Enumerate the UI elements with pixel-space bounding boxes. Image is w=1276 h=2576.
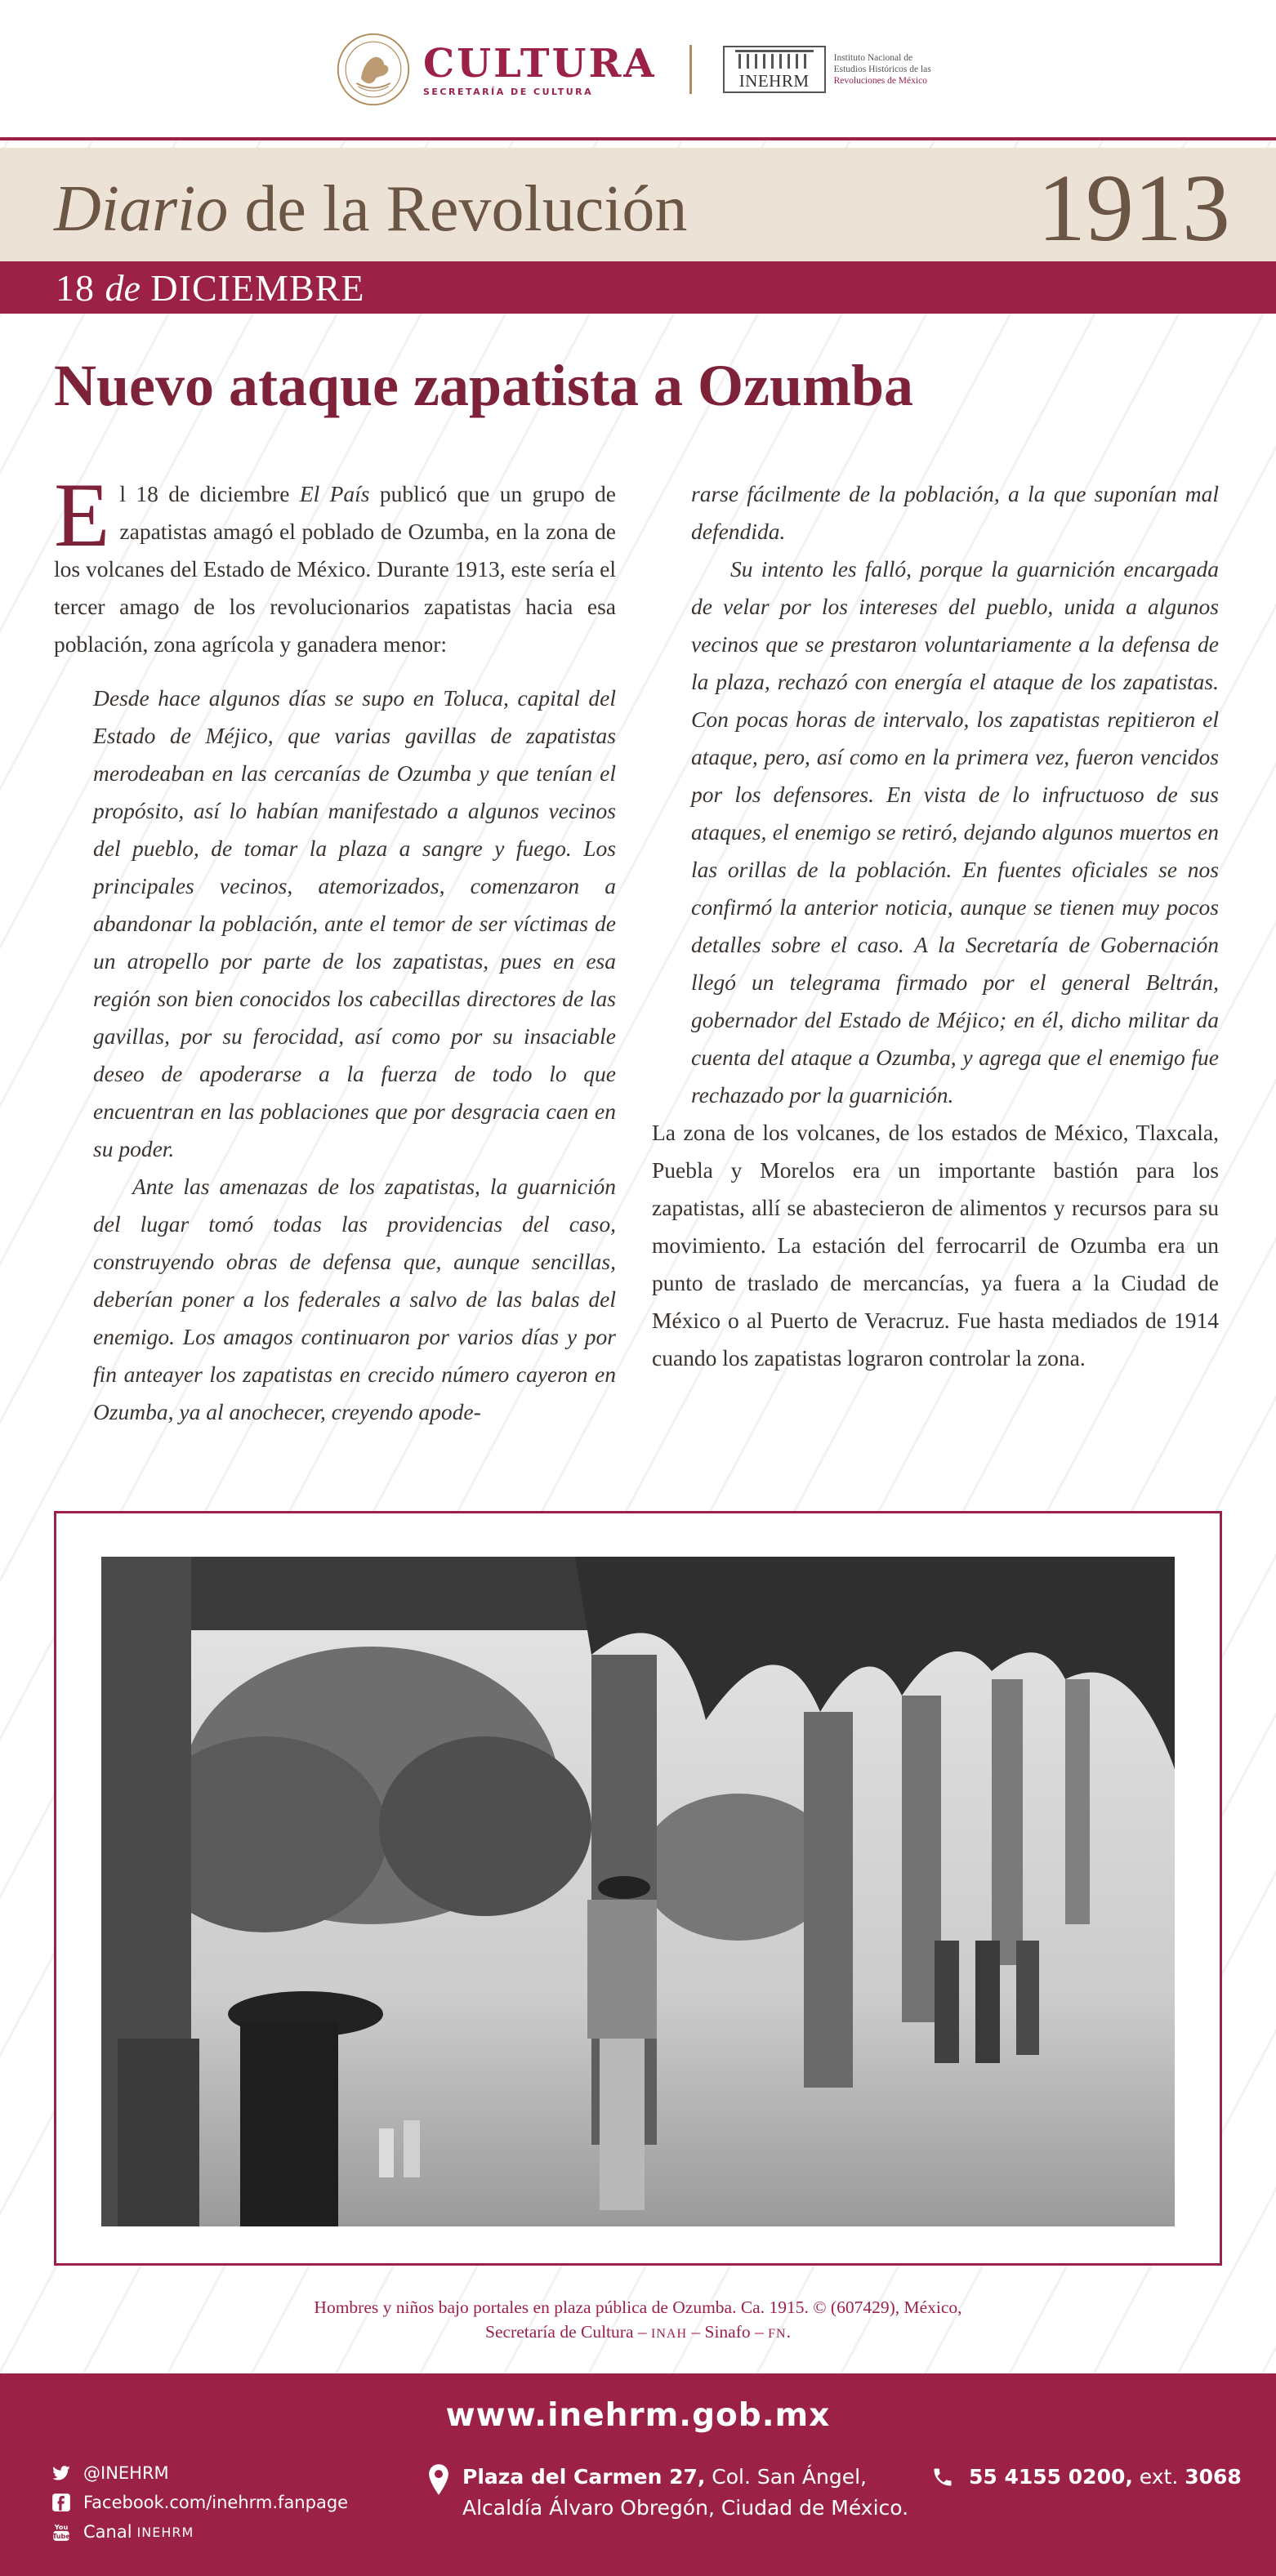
inehrm-line3: Revoluciones de México (833, 76, 927, 86)
facebook-link[interactable] (51, 2488, 348, 2517)
inehrm-box (723, 46, 826, 93)
twitter-icon (51, 2462, 72, 2484)
phone-text (969, 2462, 1242, 2493)
intro-source: El País (299, 481, 370, 506)
twitter-link[interactable] (51, 2458, 348, 2488)
caption-part-b: – Sinafo – (687, 2322, 769, 2342)
address-block (426, 2462, 908, 2524)
cultura-subtitle: SECRETARÍA DE CULTURA (423, 86, 594, 97)
quote-paragraph-2-continued: rarse fácilmente de la población, a la que suponían mal defendida. (691, 481, 1219, 544)
intro-part1: l 18 de diciembre (119, 481, 300, 506)
blockquote-right (652, 475, 1219, 1114)
twitter-handle: @INEHRM (83, 2463, 169, 2483)
date-text (56, 268, 364, 309)
inehrm-name: INEHRM (738, 71, 810, 91)
blockquote-left (54, 680, 616, 1431)
date-bar (0, 261, 1276, 314)
top-rule (0, 137, 1276, 140)
masthead-title-rest: de la Revolución (228, 173, 688, 245)
quote-paragraph-2: Ante las amenazas de los zapatistas, la guarnición del lugar tomó todas las providencias del caso, construyendo obras de defensa que, aunque sencillas, deberían poner a los federales a salvo de las balas del enemigo. Los amagos continuaron por varios días y por fin anteayer los zapatistas en crecido número cayeron en Ozumba, ya al anochecer, creyendo apode- (93, 1174, 616, 1424)
caption-fn: FN (768, 2327, 787, 2341)
caption-line-2 (0, 2320, 1276, 2346)
masthead-title (54, 172, 687, 246)
address-line-2: Alcaldía Álvaro Obregón, Ciudad de México. (462, 2496, 909, 2520)
phone-icon (931, 2464, 954, 2490)
logo-divider (689, 45, 692, 94)
article-column-left (54, 465, 616, 1431)
footer (0, 2373, 1276, 2576)
date-day: 18 (56, 267, 95, 309)
inehrm-logo (723, 46, 931, 93)
caption-inah: INAH (651, 2327, 687, 2341)
inehrm-description (834, 52, 931, 87)
caption-end: . (786, 2322, 791, 2342)
intro-part2: publicó que un grupo de zapatistas amagó el poblado de Ozumba, en la zona de los volcanes del Estado de México. Durante 1913, este sería el tercer amago de los revolucionarios zapatistas hacia esa población, zona agrícola y ganadera menor: (54, 481, 616, 657)
top-logo-bar (0, 0, 1276, 139)
masthead-band (0, 148, 1276, 261)
photo-frame (54, 1511, 1222, 2266)
cultura-logo (423, 42, 657, 97)
date-month: DICIEMBRE (150, 267, 365, 309)
youtube-icon (51, 2521, 72, 2543)
caption-part-a: Secretaría de Cultura – (485, 2322, 651, 2342)
quote-paragraph-1: Desde hace algunos días se supo en Toluca, capital del Estado de Méjico, que varias gavillas de zapatistas merodeaban en las cercanías de Ozumba y que tenían el propósito, así lo habían manifestado a algunos vecinos del pueblo, de tomar la plaza a sangre y fuego. Los principales vecinos, atemorizados, comenzaron a abandonar la población, ante el temor de ser víctimas de un atropello por parte de los zapatistas, pues en esa región son bien conocidos los cabecillas directores de las gavillas, por su ferocidad, así como por su insaciable deseo de apoderarse a la fuerza de todo lo que encuentran en las poblaciones que por desgracia caen en su poder. (93, 685, 616, 1161)
youtube-link[interactable] (51, 2517, 348, 2547)
photo-caption (0, 2295, 1276, 2346)
cultura-title: CULTURA (423, 40, 657, 87)
article-intro (54, 465, 616, 663)
phone-block[interactable] (931, 2462, 1242, 2493)
website-link[interactable]: www.inehrm.gob.mx (445, 2397, 831, 2434)
phone-ext-label: ext. (1132, 2465, 1185, 2489)
mexico-seal-icon (335, 31, 412, 108)
historical-photo (101, 1557, 1175, 2226)
phone-number: 55 4155 0200, (969, 2465, 1133, 2489)
youtube-label: Canal (83, 2522, 132, 2542)
phone-extension: 3068 (1185, 2465, 1242, 2489)
address-text (462, 2462, 908, 2524)
svg-text:Tube: Tube (52, 2532, 70, 2541)
inehrm-line2: Estudios Históricos de las (833, 65, 931, 74)
article-headline: Nuevo ataque zapatista a Ozumba (54, 353, 914, 418)
facebook-url: Facebook.com/inehrm.fanpage (83, 2493, 349, 2512)
facebook-icon (51, 2492, 72, 2513)
youtube-channel: INEHRM (136, 2524, 194, 2540)
logo-group (335, 33, 931, 106)
social-links (51, 2458, 348, 2547)
address-street: Plaza del Carmen 27, (462, 2465, 706, 2489)
masthead-year: 1913 (1037, 154, 1230, 261)
address-colonia: Col. San Ángel, (705, 2465, 867, 2489)
map-pin-icon (426, 2463, 451, 2496)
building-columns-icon (734, 49, 815, 70)
address-line-1 (462, 2462, 908, 2493)
caption-line-1: Hombres y niños bajo portales en plaza pública de Ozumba. Ca. 1915. © (607429), México, (314, 2297, 962, 2317)
masthead-title-italic: Diario (54, 173, 229, 245)
date-connector: de (105, 267, 141, 309)
quote-paragraph-3: Su intento les falló, porque la guarnición encargada de velar por los intereses del pueblo, unida a algunos vecinos que se prestaron voluntariamente a la defensa de la plaza, rechazó con energía el ataque de los zapatistas. Con pocas horas de intervalo, los zapatistas repitieron el ataque, pero, así como en la primera vez, fueron vencidos por los defensores. En vista de lo infructuoso de sus ataques, el enemigo se retiró, dejando algunos muertos en las orillas de la población. En fuentes oficiales se nos confirmó la anterior noticia, aunque se tienen muy pocos detalles sobre el caso. A la Secretaría de Gobernación llegó un telegrama firmado por el general Beltrán, gobernador del Estado de Méjico; en él, dicho militar da cuenta del ataque a Ozumba, y agrega que el enemigo fue rechazado por la guarnición. (691, 556, 1219, 1108)
article-closing: La zona de los volcanes, de los estados de México, Tlaxcala, Puebla y Morelos era un importante bastión para los zapatistas, allí se abastecieron de alimentos y recursos para su movimiento. La estación del ferrocarril de Ozumba era un punto de traslado de mercancías, ya fuera a la Ciudad de México o al Puerto de Veracruz. Fue hasta mediados de 1914 cuando los zapatistas lograron controlar la zona. (652, 1120, 1219, 1370)
article-column-right (652, 475, 1219, 1377)
drop-cap: E (54, 465, 110, 566)
svg-text:You: You (54, 2522, 69, 2531)
inehrm-line1: Instituto Nacional de (833, 53, 913, 63)
